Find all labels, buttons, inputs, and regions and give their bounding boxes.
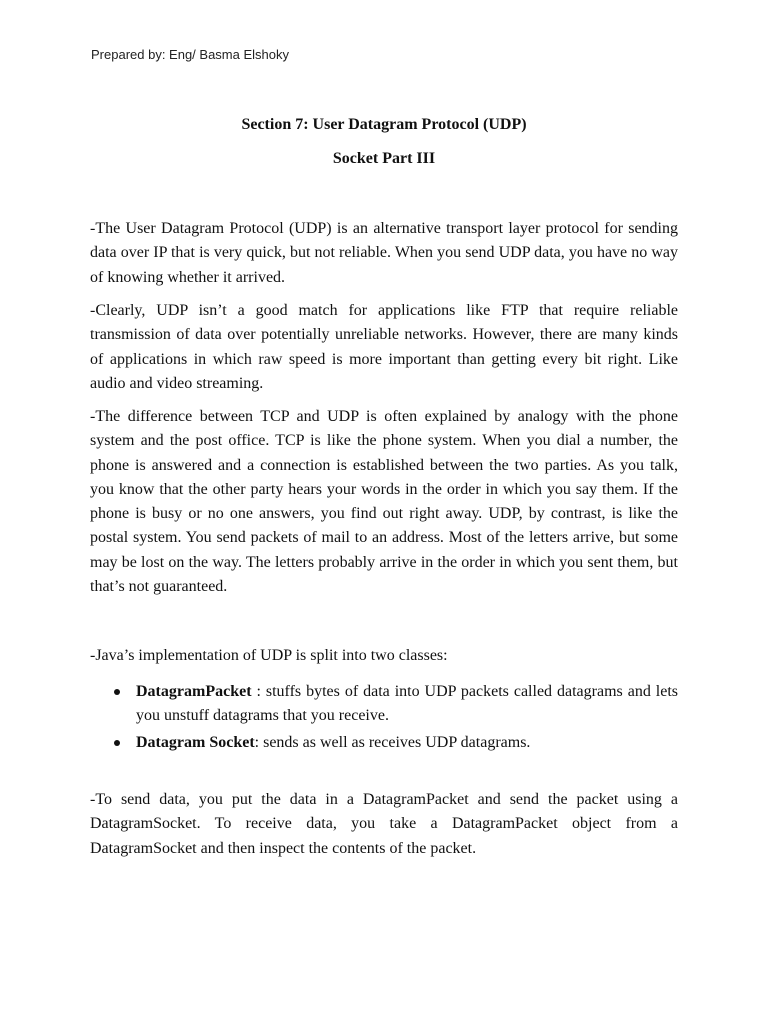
- list-item: [90, 731, 678, 755]
- section-title: Section 7: User Datagram Protocol (UDP): [241, 116, 527, 133]
- section-subtitle: Socket Part III: [332, 150, 436, 167]
- bullet-description: : sends as well as receives UDP datagrams.: [254, 733, 531, 751]
- list-item: [90, 680, 678, 729]
- prepared-by-note: Prepared by: Eng/ Basma Elshoky: [91, 47, 289, 62]
- bullet-term: Datagram Socket: [136, 733, 255, 751]
- paragraph-udp-use-cases: -Clearly, UDP isn’t a good match for applications like FTP that require reliable transmission of data over potentially unreliable networks. However, there are many kinds of applications in which raw speed is more important than getting every bit right. Like audio and video streaming.: [90, 302, 678, 392]
- paragraph-java-udp-classes: -Java’s implementation of UDP is split into two classes:: [90, 647, 448, 664]
- class-bullet-list: [90, 680, 678, 757]
- bullet-term: DatagramPacket: [136, 683, 252, 700]
- bullet-description: : stuffs bytes of data into UDP packets called datagrams and lets you unstuff datagrams that you receive.: [136, 683, 678, 725]
- bullet-icon: [114, 740, 120, 746]
- paragraph-udp-intro: -The User Datagram Protocol (UDP) is an alternative transport layer protocol for sending data over IP that is very quick, but not reliable. When you send UDP data, you have no way of knowing whether it arrived.: [90, 220, 678, 286]
- bullet-icon: [114, 689, 120, 695]
- paragraph-send-receive: -To send data, you put the data in a DatagramPacket and send the packet using a DatagramSocket. To receive data, you take a DatagramPacket object from a DatagramSocket and then inspect the contents of the packet.: [90, 791, 678, 857]
- paragraph-tcp-udp-analogy: -The difference between TCP and UDP is often explained by analogy with the phone system and the post office. TCP is like the phone system. When you dial a number, the phone is answered and a connection is established between the two parties. As you talk, you know that the other party hears your words in the order in which you say them. If the phone is busy or no one answers, you find out right away. UDP, by contrast, is like the postal system. You send packets of mail to an address. Most of the letters arrive, but some may be lost on the way. The letters probably arrive in the order in which you sent them, but that’s not guaranteed.: [90, 408, 678, 596]
